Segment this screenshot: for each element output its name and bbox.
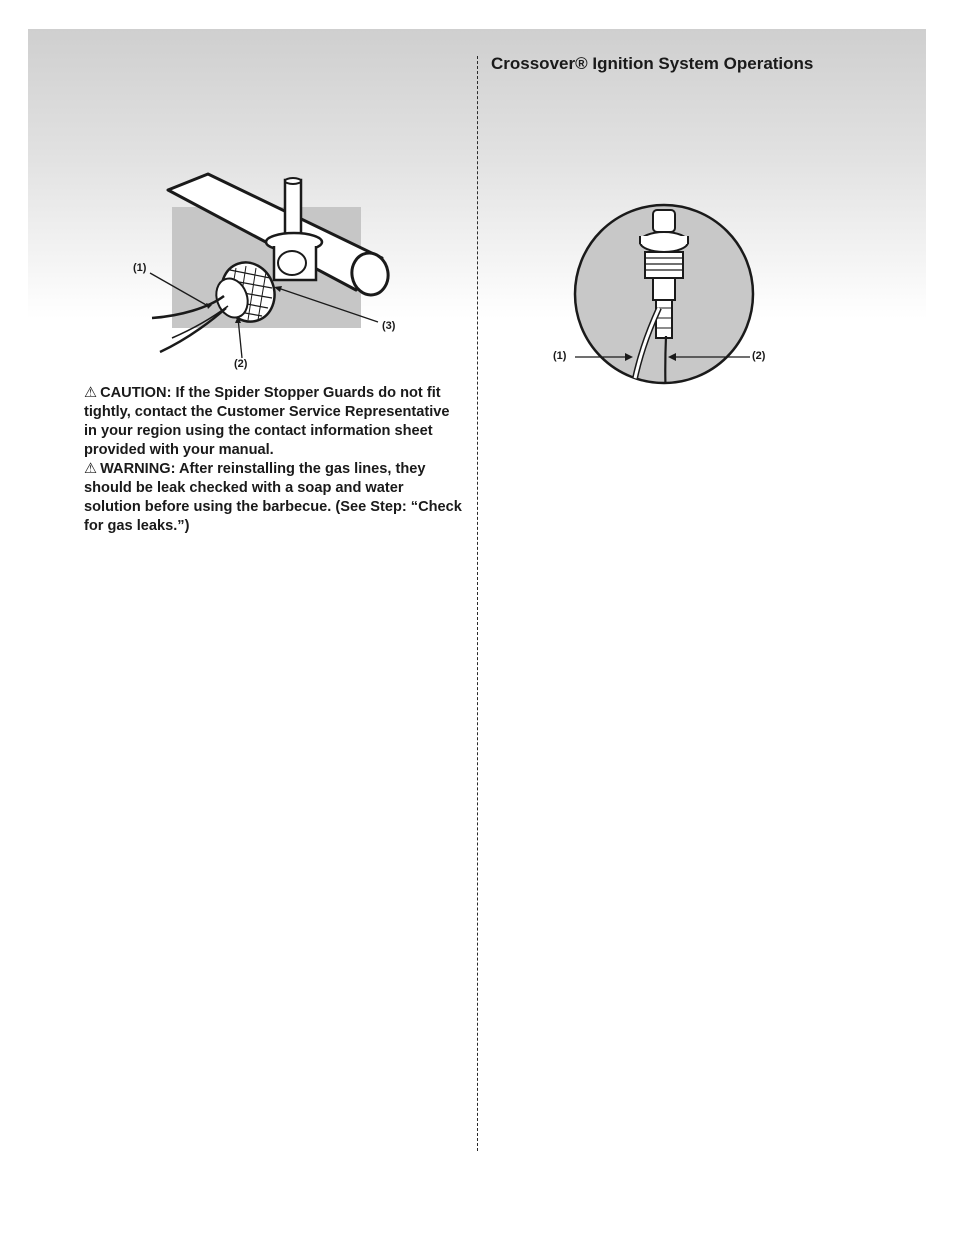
warning-text: WARNING: After reinstalling the gas lines, they should be leak checked with a soap and water solution before using the barbecue. (See Step: “Check for gas leaks.”) [84,461,462,534]
warning-note [84,460,464,536]
safety-notes [84,384,464,536]
igniter-svg [545,200,785,390]
terminal-body [656,300,672,338]
caution-text: CAUTION: If the Spider Stopper Guards do not fit tightly, contact the Customer Service Representative in your region using the contact information sheet provided with your manual. [84,385,450,458]
callout-2: (2) [234,358,248,370]
callout-right-2: (2) [752,350,766,362]
warning-triangle-icon: ⚠ [84,385,98,401]
callout-right-1: (1) [553,350,567,362]
column-divider [477,56,478,1151]
burner-valve-illustration [120,168,420,378]
igniter-button [653,210,675,232]
threaded-body [645,252,683,278]
callout-3: (3) [382,320,396,332]
burner-valve-svg [120,168,420,378]
section-title: Crossover® Ignition System Operations [491,54,814,73]
wire-2 [665,336,666,390]
warning-triangle-icon: ⚠ [84,461,98,477]
callout-1: (1) [133,262,147,274]
igniter-illustration [545,200,785,390]
caution-note [84,384,464,460]
